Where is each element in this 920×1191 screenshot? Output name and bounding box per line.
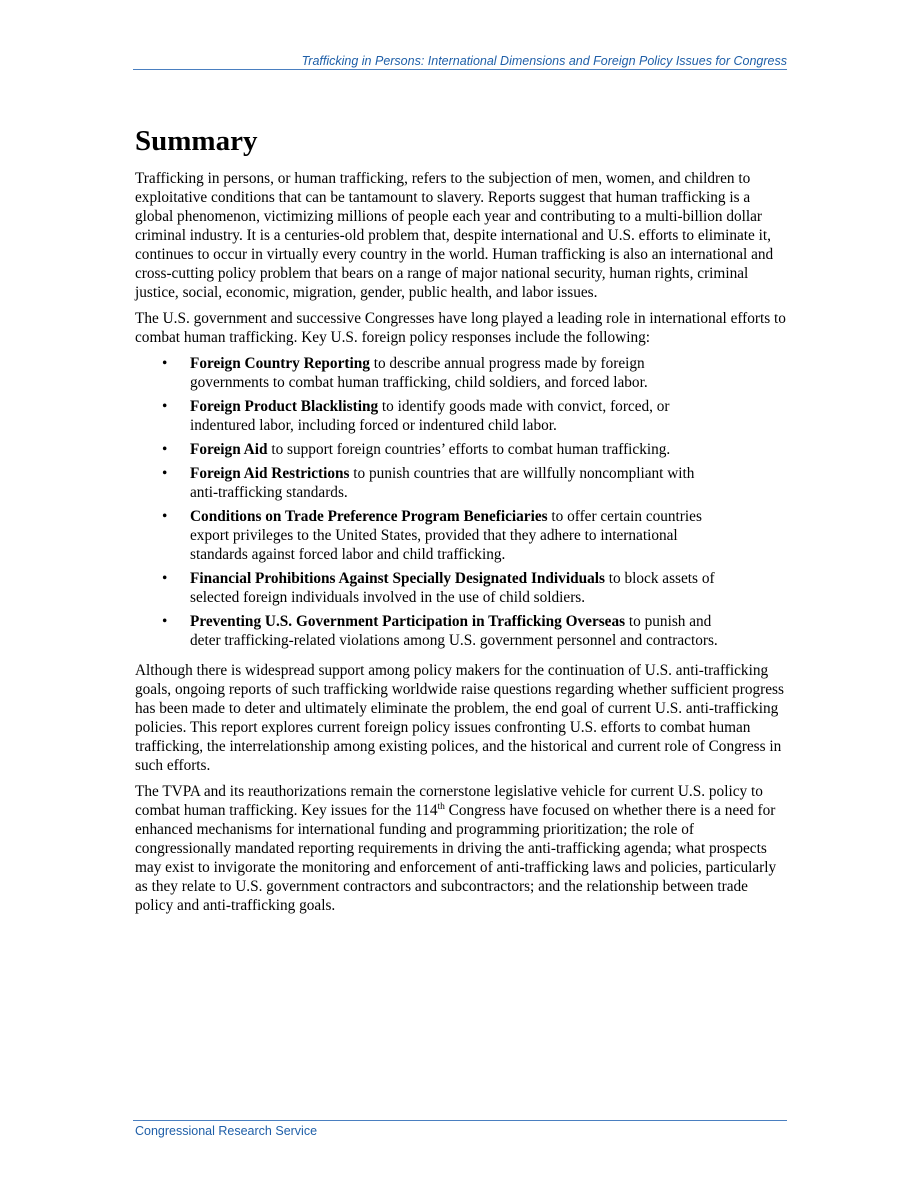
list-item-text: to identify goods made with convict, forced, or indentured labor, including forced or indentured child labor.: [190, 398, 670, 434]
summary-paragraph-2: The U.S. government and successive Congresses have long played a leading role in international efforts to combat human trafficking. Key U.S. foreign policy responses include the following:: [135, 310, 786, 346]
bullet-icon: •: [162, 398, 168, 415]
list-item-term: Foreign Country Reporting: [190, 355, 370, 372]
list-item: [135, 354, 720, 392]
bullet-icon: •: [162, 465, 168, 482]
bullet-icon: •: [162, 570, 168, 587]
summary-paragraph-4: [135, 782, 787, 915]
list-item-text: to punish countries that are willfully noncompliant with anti-trafficking standards.: [190, 465, 695, 501]
paragraph-4-text-end: Congress have focused on whether there is a need for enhanced mechanisms for international funding and programming prioritization; the role of congressionally mandated reporting requirements in driving the anti-trafficking agenda; what prospects may exist to invigorate the monitoring and enforcement of anti-trafficking laws and policies, particularly as they relate to U.S. government contractors and subcontractors; and the relationship between trade policy and anti-trafficking goals.: [135, 802, 777, 914]
list-item: [135, 569, 720, 607]
header-rule: [133, 69, 787, 70]
list-item-term: Preventing U.S. Government Participation in Trafficking Overseas: [190, 613, 626, 630]
list-item: [135, 397, 720, 435]
bullet-icon: •: [162, 613, 168, 630]
summary-paragraph-1: Trafficking in persons, or human trafficking, refers to the subjection of men, women, and children to exploitative conditions that can be tantamount to slavery. Reports suggest that human trafficking is a global phenomenon, victimizing millions of people each year and contributing to a multi-billion dollar criminal industry. It is a centuries-old problem that, despite international and U.S. efforts to eliminate it, continues to occur in virtually every country in the world. Human trafficking is also an international and cross-cutting policy problem that bears on a range of major national security, human rights, criminal justice, social, economic, migration, gender, public health, and labor issues.: [135, 170, 774, 301]
bullet-icon: •: [162, 508, 168, 525]
list-item-text: to support foreign countries’ efforts to combat human trafficking.: [267, 441, 671, 458]
ordinal-superscript: th: [437, 802, 445, 812]
summary-paragraph-3: Although there is widespread support among policy makers for the continuation of U.S. anti-trafficking goals, ongoing reports of such trafficking worldwide raise questions regarding whether sufficient progress has been made to deter and ultimately eliminate the problem, the end goal of current U.S. anti-trafficking policies. This report explores current foreign policy issues confronting U.S. efforts to combat human trafficking, the interrelationship among existing polices, and the historical and current role of Congress in such efforts.: [135, 662, 784, 774]
list-item-term: Conditions on Trade Preference Program Beneficiaries: [190, 508, 548, 525]
list-item: [135, 612, 720, 650]
list-item-text: to offer certain countries export privileges to the United States, provided that they adhere to international standards against forced labor and child trafficking.: [190, 508, 702, 563]
list-item: [135, 464, 720, 502]
list-item-text: to describe annual progress made by foreign governments to combat human trafficking, child soldiers, and forced labor.: [190, 355, 648, 391]
running-header: Trafficking in Persons: International Dimensions and Foreign Policy Issues for Congress: [301, 54, 787, 68]
list-item-text: to punish and deter trafficking-related violations among U.S. government personnel and contractors.: [190, 613, 718, 649]
list-item: [135, 440, 720, 459]
list-item-term: Foreign Aid: [190, 441, 268, 458]
page-title: Summary: [135, 125, 258, 157]
policy-responses-list: [135, 354, 787, 650]
list-item-term: Foreign Aid Restrictions: [190, 465, 350, 482]
list-item-term: Foreign Product Blacklisting: [190, 398, 379, 415]
footer-organization: Congressional Research Service: [135, 1124, 318, 1138]
footer-rule: [133, 1120, 787, 1121]
paragraph-4-text-start: The TVPA and its reauthorizations remain the cornerstone legislative vehicle for current U.S. policy to combat human trafficking. Key issues for the 114: [135, 783, 763, 819]
list-item-text: to block assets of selected foreign individuals involved in the use of child soldiers.: [190, 570, 715, 606]
list-item: [135, 507, 720, 564]
bullet-icon: •: [162, 441, 168, 458]
list-item-term: Financial Prohibitions Against Specially Designated Individuals: [190, 570, 605, 587]
summary-section: [135, 122, 787, 922]
bullet-icon: •: [162, 355, 168, 372]
